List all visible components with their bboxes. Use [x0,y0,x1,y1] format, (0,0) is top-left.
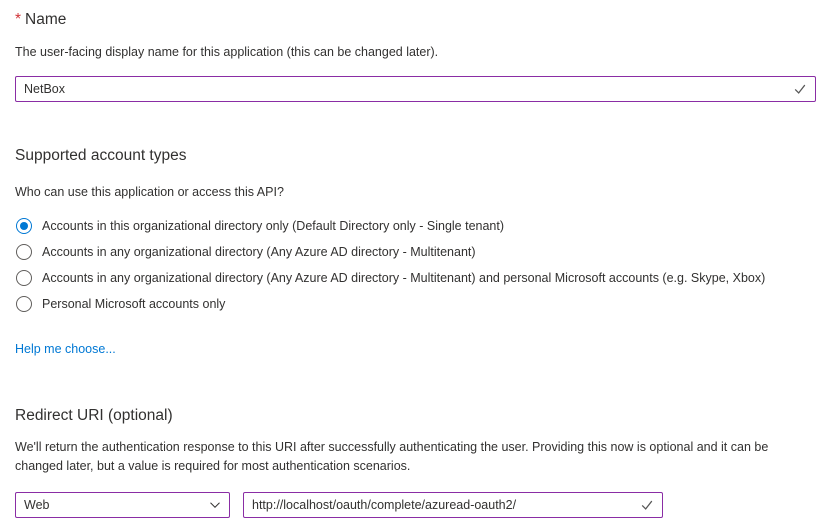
redirect-uri-title: Redirect URI (optional) [15,407,173,424]
name-input[interactable] [16,77,815,101]
platform-select[interactable] [15,492,230,518]
required-asterisk: * [15,11,22,28]
radio-option-personal-only[interactable] [15,291,816,317]
platform-select-value: Web [24,498,50,512]
radio-button-icon[interactable] [16,218,32,234]
account-types-question: Who can use this application or access this API? [15,185,284,199]
redirect-uri-input-wrapper [243,492,663,518]
redirect-uri-description: We'll return the authentication response to this URI after successfully authenticating the user. Providing this now is optional and it can be changed later, but a value is required for most authentication scenarios. [15,440,769,473]
redirect-uri-input[interactable] [244,493,662,517]
chevron-down-icon [209,499,221,511]
name-input-wrapper [15,76,816,102]
valid-checkmark-icon [640,498,654,512]
name-section [15,10,816,102]
radio-option-multitenant-personal[interactable] [15,265,816,291]
supported-account-types-title: Supported account types [15,147,187,164]
name-description: The user-facing display name for this application (this can be changed later). [15,45,439,59]
redirect-uri-section [15,406,816,518]
valid-checkmark-icon [793,82,807,96]
account-type-radio-group [15,213,816,317]
radio-option-multitenant[interactable] [15,239,816,265]
name-section-title [15,10,816,30]
redirect-uri-row [15,492,816,518]
radio-option-label: Personal Microsoft accounts only [42,297,226,311]
radio-option-label: Accounts in any organizational directory (Any Azure AD directory - Multitenant) [42,245,476,259]
radio-button-icon[interactable] [16,296,32,312]
radio-option-label: Accounts in this organizational directory only (Default Directory only - Single tenant) [42,219,505,233]
help-me-choose-link[interactable]: Help me choose... [15,342,116,356]
radio-option-single-tenant[interactable] [15,213,816,239]
name-label: Name [25,11,67,28]
radio-option-label: Accounts in any organizational directory (Any Azure AD directory - Multitenant) and personal Microsoft accounts (e.g. Skype, Xbox) [42,271,766,285]
radio-button-icon[interactable] [16,270,32,286]
radio-button-icon[interactable] [16,244,32,260]
supported-account-types-section [15,146,816,358]
